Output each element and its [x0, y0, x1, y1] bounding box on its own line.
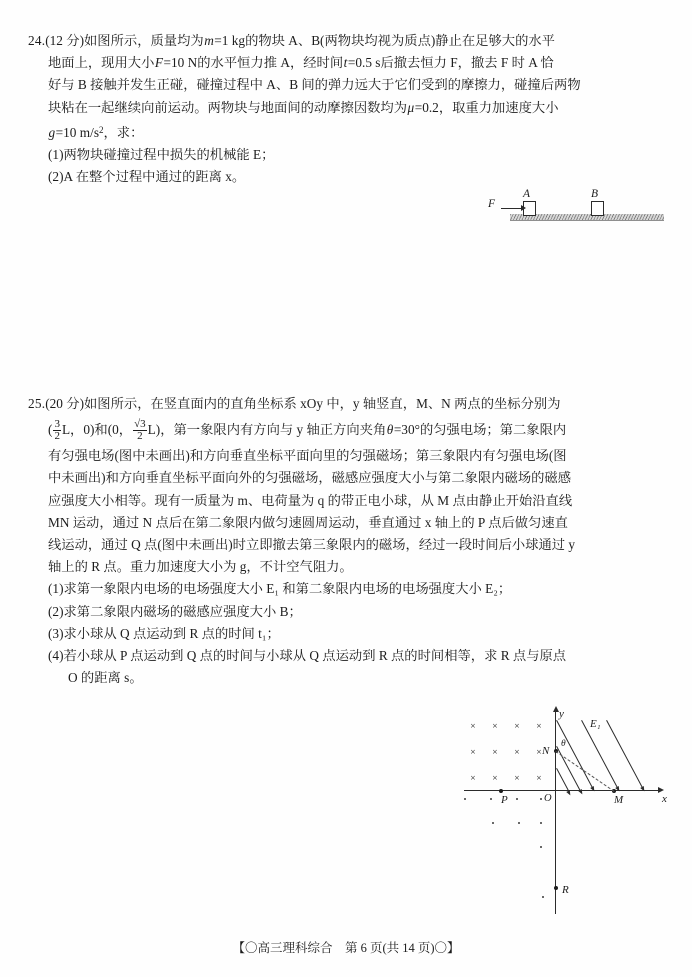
origin-label: O: [544, 793, 552, 804]
force-label: F: [488, 198, 496, 210]
q24-number: 24.: [28, 33, 46, 48]
point-p-label: P: [501, 794, 508, 806]
q25-line-2: ( $\frac{3}{2}$ L，0)和(0， $\frac{√3}{2}$ L)，第一象限内有方向与 y 轴正方向夹角θ=30°的匀强电场；第二象限内: [48, 418, 567, 443]
magnetic-field-cross: ×: [536, 774, 542, 782]
y-axis-arrow: [553, 706, 559, 712]
q24-line-3: 好与 B 接触并发生正碰，碰撞过程中 A、B 间的弹力远大于它们受到的摩擦力，碰撞后两物: [48, 77, 581, 93]
magnetic-field-dot: [542, 896, 544, 898]
q24-line2a-text: 地面上，现用大小: [48, 55, 155, 71]
page-footer: 【〇高三理科综合 第 6 页(共 14 页)〇】: [232, 941, 460, 955]
q24-force-sym: F: [154, 55, 163, 71]
field-e1-label: E₁: [590, 718, 601, 730]
magnetic-field-cross: ×: [470, 722, 476, 730]
block-b-label: B: [591, 188, 599, 200]
question-25-body: [28, 393, 668, 689]
q25-theta-sym: θ: [386, 422, 394, 438]
magnetic-field-cross: ×: [536, 722, 542, 730]
magnetic-field-cross: ×: [492, 722, 498, 730]
q25-sub-3: (3)求小球从 Q 点运动到 R 点的时间 t₁；: [48, 625, 280, 641]
force-arrow-head: [521, 205, 526, 211]
q24-sub-1: (1)两物块碰撞过程中损失的机械能 E；: [48, 147, 275, 163]
point-r-marker: [554, 886, 558, 890]
q25-line-8: 轴上的 R 点。重力加速度大小为 g，不计空气阻力。: [48, 559, 353, 575]
question-25: [28, 393, 668, 689]
mn-dashed-path: [555, 751, 614, 792]
magnetic-field-cross: ×: [470, 774, 476, 782]
q24-line-2: 地面上，现用大小F=10 N的水平恒力推 A，经时间t=0.5 s后撤去恒力 F，撤去 F 时 A 恰: [48, 55, 554, 71]
figure-question-25: [462, 706, 674, 918]
q24-mass-eq: m: [204, 33, 214, 48]
y-axis: [555, 710, 556, 914]
q24-g-exp: 2: [99, 124, 104, 135]
q25-line-4: 中未画出)和方向垂直坐标平面向外的匀强磁场，磁感应强度大小与第二象限内磁场的磁感: [48, 470, 572, 486]
magnetic-field-dot: [540, 798, 542, 800]
angle-theta-label: θ: [561, 739, 566, 749]
q24-line4b-text: ，取重力加速度大小: [438, 99, 559, 115]
q25-line-7: 线运动，通过 Q 点(图中未画出)时立即撤去第三象限内的磁场，经过一段时间后小球通过 y: [48, 537, 576, 553]
question-24: [28, 30, 668, 188]
frac2-numerator: √3: [134, 418, 146, 431]
x-axis: [464, 790, 660, 791]
q25-line-5: 应强度大小相等。现有一质量为 m、电荷量为 q 的带正电小球，从 M 点由静止开始沿直线: [48, 492, 573, 508]
q25-sub-2: (2)求第二象限内磁场的磁感应强度大小 B；: [48, 603, 302, 619]
frac1-denominator: 2: [54, 430, 60, 443]
electric-field-arrow: [590, 786, 596, 792]
q24-line5b-text: ，求：: [103, 124, 144, 140]
q24-line1-text: 如图所示，质量均为: [84, 33, 204, 48]
magnetic-field-dot: [540, 822, 542, 824]
magnetic-field-cross: ×: [514, 748, 520, 756]
q24-mu-sym: μ: [407, 99, 415, 115]
magnetic-field-dot: [540, 846, 542, 848]
magnetic-field-dot: [490, 798, 492, 800]
magnetic-field-cross: ×: [492, 774, 498, 782]
q24-time-sym: t: [343, 55, 348, 71]
q24-line2c-text: 后撤去恒力 F，撤去 F 时 A 恰: [380, 55, 554, 71]
coordinate-fraction-2: [133, 419, 147, 442]
magnetic-field-cross: ×: [536, 748, 542, 756]
q24-line1b-text: 的物块 A、B(两物块均视为质点)静止在足够大的水平: [245, 33, 555, 48]
coordinate-fraction-1: [53, 419, 61, 442]
question-24-body: [28, 30, 668, 188]
x-axis-label: x: [662, 793, 667, 805]
y-axis-label: y: [559, 708, 564, 720]
q25-line-3: 有匀强电场(图中未画出)和方向垂直坐标平面向里的匀强磁场；第三象限内有匀强电场(图: [48, 448, 567, 464]
magnetic-field-dot: [516, 798, 518, 800]
magnetic-field-cross: ×: [514, 722, 520, 730]
q25-line2-tail: 的匀强电场；第二象限内: [419, 422, 567, 438]
q24-sub-2: (2)A 在整个过程中通过的距离 x。: [48, 169, 246, 185]
frac1-numerator: 3: [54, 418, 60, 431]
magnetic-field-dot: [492, 822, 494, 824]
magnetic-field-dot: [464, 798, 466, 800]
q25-coord2-tail: L)，第一象限内有方向与 y 轴正方向夹角: [147, 422, 387, 438]
q24-line-4: 块粘在一起继续向前运动。两物块与地面间的动摩擦因数均为μ=0.2，取重力加速度大小: [48, 99, 559, 115]
frac2-denominator: 2: [137, 430, 143, 443]
q24-line2b-text: 的水平恒力推 A，经时间: [197, 55, 344, 71]
point-m-label: M: [614, 794, 624, 806]
q24-g-sym: g: [48, 124, 56, 140]
q25-sub-4b: O 的距离 s。: [68, 670, 143, 686]
magnetic-field-cross: ×: [492, 748, 498, 756]
magnetic-field-cross: ×: [470, 748, 476, 756]
q24-score: (12 分): [45, 33, 85, 48]
block-b: [591, 201, 604, 216]
q25-line-1: [28, 393, 668, 415]
q25-score: (20 分): [45, 396, 85, 411]
figure-question-24: [488, 188, 668, 230]
electric-field-arrow: [578, 789, 584, 795]
q24-line-1: 24.(12 分)如图所示，质量均为m=1 kg的物块 A、B(两物块均视为质点)静止在足够大的水平: [28, 33, 555, 48]
q25-sub-1: (1)求第一象限内电场的电场强度大小 E₁ 和第二象限内电场的电场强度大小 E₂；: [48, 581, 512, 597]
electric-field-arrow: [640, 786, 646, 792]
magnetic-field-cross: ×: [514, 774, 520, 782]
point-n-label: N: [542, 745, 550, 757]
q25-coord1-tail: L，0)和(0，: [61, 422, 133, 438]
magnetic-field-dot: [518, 822, 520, 824]
q24-line4a-text: 块粘在一起继续向前运动。两物块与地面间的动摩擦因数均为: [48, 99, 408, 115]
q25-line1-text: 如图所示，在竖直面内的直角坐标系 xOy 中，y 轴竖直，M、N 两点的坐标分别为: [84, 396, 561, 411]
point-p-marker: [499, 789, 503, 793]
q25-sub-4: (4)若小球从 P 点运动到 Q 点的时间与小球从 Q 点运动到 R 点的时间相等，求 R 点与原点: [48, 648, 567, 664]
point-r-label: R: [562, 884, 569, 896]
q25-number: 25.: [28, 396, 46, 411]
q25-line-6: MN 运动，通过 N 点后在第二象限内做匀速圆周运动，垂直通过 x 轴上的 P 点后做匀速直: [48, 514, 568, 530]
block-a-label: A: [523, 188, 531, 200]
q24-line-5: g=10 $m/s^2$，求：: [48, 124, 144, 140]
